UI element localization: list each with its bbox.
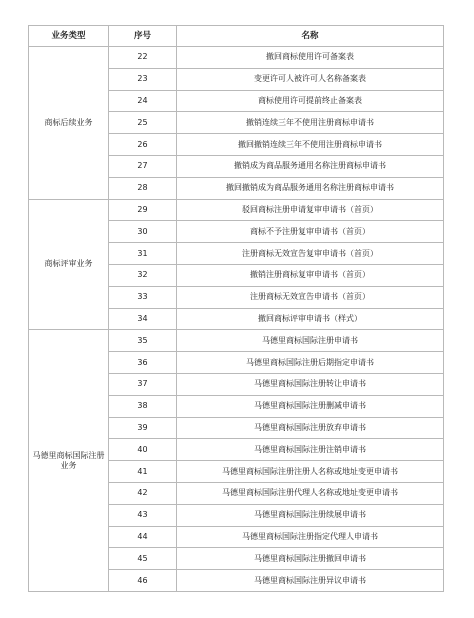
seq-cell: 33 <box>109 286 177 308</box>
table-row <box>29 330 444 352</box>
seq-cell: 31 <box>109 243 177 265</box>
form-name-cell: 马德里商标国际注册放弃申请书 <box>177 417 444 439</box>
seq-cell: 27 <box>109 155 177 177</box>
form-name-cell: 撤销注册商标复审申请书（首页） <box>177 264 444 286</box>
form-name-cell: 撤回商标使用许可备案表 <box>177 47 444 69</box>
form-name-cell: 马德里商标国际注册代理人名称或地址变更申请书 <box>177 482 444 504</box>
header-name: 名称 <box>177 26 444 47</box>
business-form-table <box>28 25 444 592</box>
seq-cell: 23 <box>109 68 177 90</box>
seq-cell: 46 <box>109 570 177 592</box>
seq-cell: 29 <box>109 199 177 221</box>
form-name-cell: 马德里商标国际注册删减申请书 <box>177 395 444 417</box>
seq-cell: 32 <box>109 264 177 286</box>
seq-cell: 39 <box>109 417 177 439</box>
seq-cell: 30 <box>109 221 177 243</box>
seq-cell: 44 <box>109 526 177 548</box>
table-row <box>29 47 444 69</box>
form-name-cell: 马德里商标国际注册异议申请书 <box>177 570 444 592</box>
form-name-cell: 注册商标无效宣告申请书（首页） <box>177 286 444 308</box>
seq-cell: 24 <box>109 90 177 112</box>
seq-cell: 28 <box>109 177 177 199</box>
table-row <box>29 199 444 221</box>
form-name-cell: 撤销成为商品服务通用名称注册商标申请书 <box>177 155 444 177</box>
seq-cell: 38 <box>109 395 177 417</box>
seq-cell: 37 <box>109 373 177 395</box>
header-business-type: 业务类型 <box>29 26 109 47</box>
table-header-row <box>29 26 444 47</box>
seq-cell: 36 <box>109 352 177 374</box>
header-seq: 序号 <box>109 26 177 47</box>
form-name-cell: 马德里商标国际注册撤回申请书 <box>177 548 444 570</box>
form-name-cell: 马德里商标国际注册申请书 <box>177 330 444 352</box>
table-body <box>29 47 444 592</box>
form-name-cell: 变更许可人被许可人名称备案表 <box>177 68 444 90</box>
business-type-cell: 商标后续业务 <box>29 47 109 200</box>
seq-cell: 34 <box>109 308 177 330</box>
seq-cell: 42 <box>109 482 177 504</box>
form-name-cell: 撤销连续三年不使用注册商标申请书 <box>177 112 444 134</box>
form-name-cell: 马德里商标国际注册注册人名称或地址变更申请书 <box>177 461 444 483</box>
form-name-cell: 马德里商标国际注册指定代理人申请书 <box>177 526 444 548</box>
form-name-cell: 驳回商标注册申请复审申请书（首页） <box>177 199 444 221</box>
form-name-cell: 撤回撤销成为商品服务通用名称注册商标申请书 <box>177 177 444 199</box>
business-type-cell: 商标评审业务 <box>29 199 109 330</box>
form-name-cell: 商标使用许可提前终止备案表 <box>177 90 444 112</box>
seq-cell: 40 <box>109 439 177 461</box>
seq-cell: 35 <box>109 330 177 352</box>
form-name-cell: 马德里商标国际注册注销申请书 <box>177 439 444 461</box>
form-name-cell: 马德里商标国际注册后期指定申请书 <box>177 352 444 374</box>
business-type-cell: 马德里商标国际注册业务 <box>29 330 109 592</box>
seq-cell: 41 <box>109 461 177 483</box>
seq-cell: 22 <box>109 47 177 69</box>
form-name-cell: 商标不予注册复审申请书（首页） <box>177 221 444 243</box>
form-name-cell: 马德里商标国际注册续展申请书 <box>177 504 444 526</box>
seq-cell: 26 <box>109 134 177 156</box>
seq-cell: 45 <box>109 548 177 570</box>
seq-cell: 25 <box>109 112 177 134</box>
form-name-cell: 撤回撤销连续三年不使用注册商标申请书 <box>177 134 444 156</box>
form-name-cell: 马德里商标国际注册转让申请书 <box>177 373 444 395</box>
form-name-cell: 撤回商标评审申请书（样式） <box>177 308 444 330</box>
seq-cell: 43 <box>109 504 177 526</box>
form-name-cell: 注册商标无效宣告复审申请书（首页） <box>177 243 444 265</box>
